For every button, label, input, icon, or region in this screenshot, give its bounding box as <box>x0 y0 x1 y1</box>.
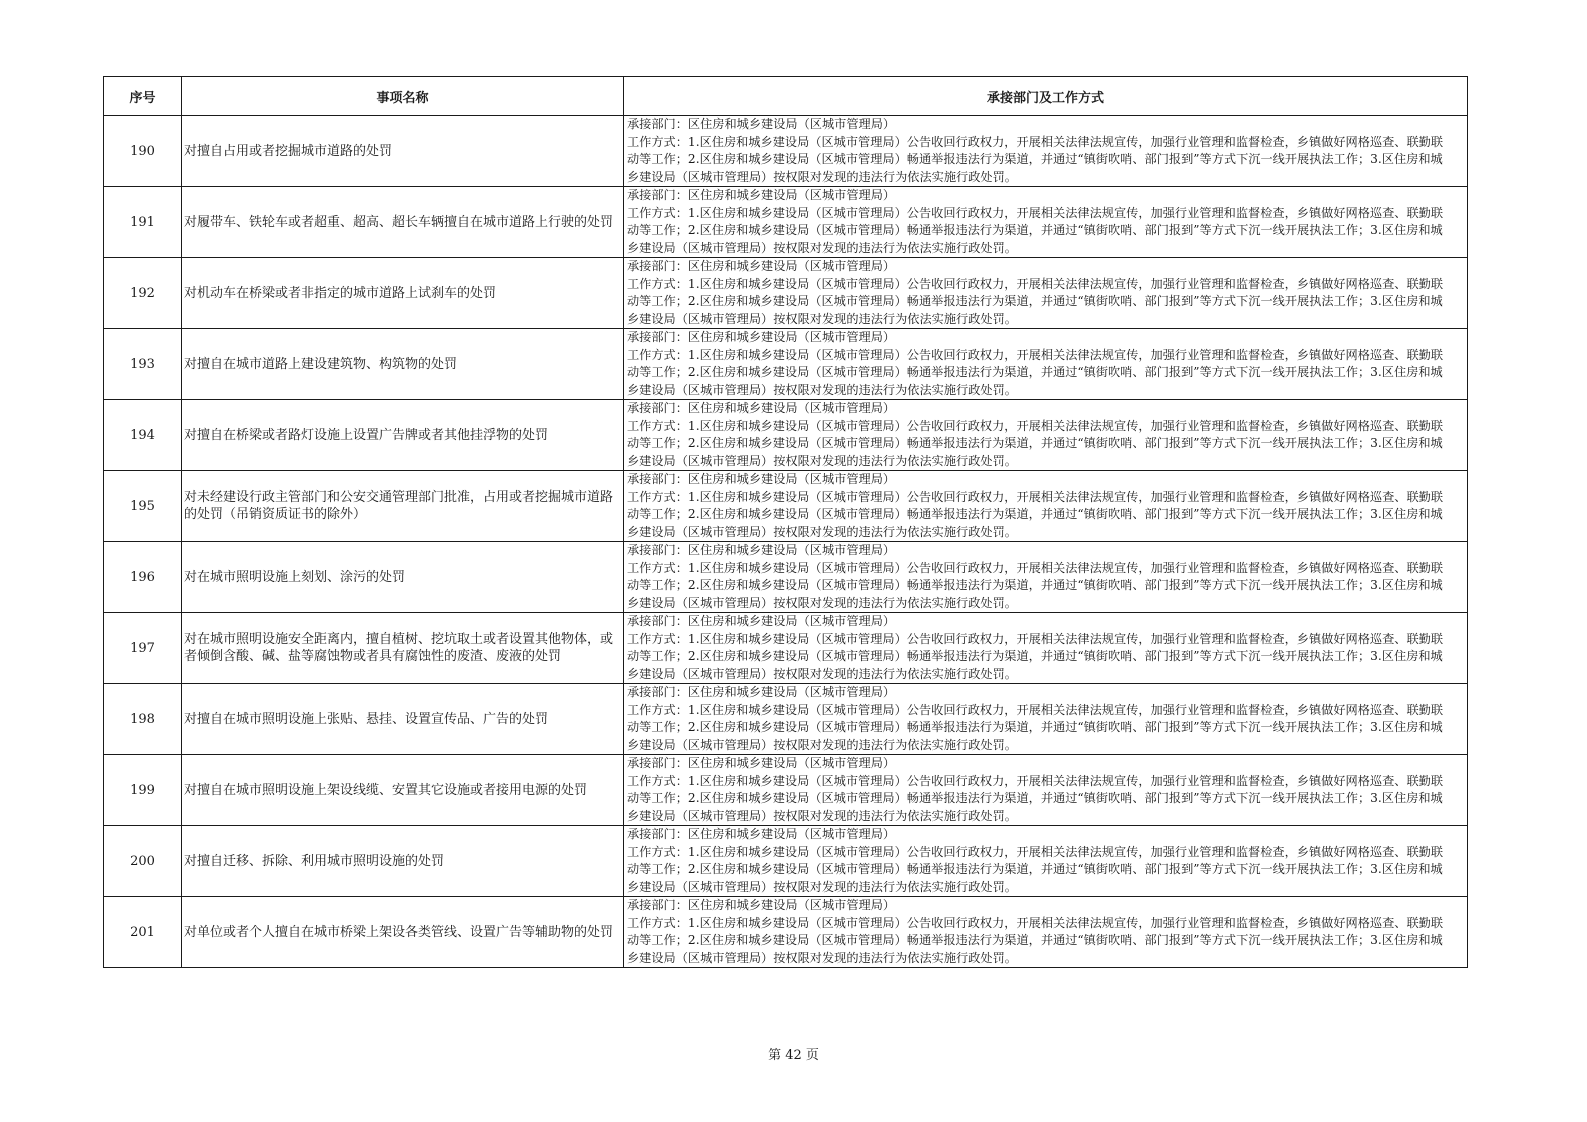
dept-cell <box>624 897 1468 968</box>
dept-text: 承接部门：区住房和城乡建设局（区城市管理局） <box>627 117 896 131</box>
row-number: 193 <box>104 329 182 400</box>
row-number: 196 <box>104 542 182 613</box>
header-num: 序号 <box>104 77 182 116</box>
dept-cell <box>624 542 1468 613</box>
table-row <box>104 329 1468 400</box>
work-text: 工作方式：1.区住房和城乡建设局（区城市管理局）公告收回行政权力，开展相关法律法规宣传，加强行业管理和监督检查，乡镇做好网格巡查、联勤联动等工作；2.区住房和城乡建设局（区城市管理局）畅通举报违法行为渠道，并通过“镇街吹哨、部门报到”等方式下沉一线开展执法工作；3.区住房和城乡建设局（区城市管理局）按权限对发现的违法行为依法实施行政处罚。 <box>627 560 1444 610</box>
dept-cell <box>624 329 1468 400</box>
item-name: 对在城市照明设施安全距离内，擅自植树、挖坑取土或者设置其他物体，或者倾倒含酸、碱、盐等腐蚀物或者具有腐蚀性的废渣、废液的处罚 <box>182 613 624 684</box>
row-number: 191 <box>104 187 182 258</box>
row-number: 199 <box>104 755 182 826</box>
dept-text: 承接部门：区住房和城乡建设局（区城市管理局） <box>627 330 896 344</box>
table-row <box>104 684 1468 755</box>
work-text: 工作方式：1.区住房和城乡建设局（区城市管理局）公告收回行政权力，开展相关法律法规宣传，加强行业管理和监督检查，乡镇做好网格巡查、联勤联动等工作；2.区住房和城乡建设局（区城市管理局）畅通举报违法行为渠道，并通过“镇街吹哨、部门报到”等方式下沉一线开展执法工作；3.区住房和城乡建设局（区城市管理局）按权限对发现的违法行为依法实施行政处罚。 <box>627 418 1444 468</box>
table-body <box>104 116 1468 968</box>
dept-text: 承接部门：区住房和城乡建设局（区城市管理局） <box>627 827 896 841</box>
row-number: 197 <box>104 613 182 684</box>
dept-text: 承接部门：区住房和城乡建设局（区城市管理局） <box>627 685 896 699</box>
table-row <box>104 400 1468 471</box>
work-text: 工作方式：1.区住房和城乡建设局（区城市管理局）公告收回行政权力，开展相关法律法规宣传，加强行业管理和监督检查，乡镇做好网格巡查、联勤联动等工作；2.区住房和城乡建设局（区城市管理局）畅通举报违法行为渠道，并通过“镇街吹哨、部门报到”等方式下沉一线开展执法工作；3.区住房和城乡建设局（区城市管理局）按权限对发现的违法行为依法实施行政处罚。 <box>627 276 1444 326</box>
header-name: 事项名称 <box>182 77 624 116</box>
work-text: 工作方式：1.区住房和城乡建设局（区城市管理局）公告收回行政权力，开展相关法律法规宣传，加强行业管理和监督检查，乡镇做好网格巡查、联勤联动等工作；2.区住房和城乡建设局（区城市管理局）畅通举报违法行为渠道，并通过“镇街吹哨、部门报到”等方式下沉一线开展执法工作；3.区住房和城乡建设局（区城市管理局）按权限对发现的违法行为依法实施行政处罚。 <box>627 134 1444 184</box>
dept-cell <box>624 826 1468 897</box>
item-name: 对擅自在城市照明设施上架设线缆、安置其它设施或者接用电源的处罚 <box>182 755 624 826</box>
row-number: 194 <box>104 400 182 471</box>
page-number: 第 42 页 <box>768 1048 819 1063</box>
work-text: 工作方式：1.区住房和城乡建设局（区城市管理局）公告收回行政权力，开展相关法律法规宣传，加强行业管理和监督检查，乡镇做好网格巡查、联勤联动等工作；2.区住房和城乡建设局（区城市管理局）畅通举报违法行为渠道，并通过“镇街吹哨、部门报到”等方式下沉一线开展执法工作；3.区住房和城乡建设局（区城市管理局）按权限对发现的违法行为依法实施行政处罚。 <box>627 631 1444 681</box>
dept-cell <box>624 755 1468 826</box>
dept-text: 承接部门：区住房和城乡建设局（区城市管理局） <box>627 898 896 912</box>
dept-cell <box>624 258 1468 329</box>
item-name: 对未经建设行政主管部门和公安交通管理部门批准，占用或者挖掘城市道路的处罚（吊销资质证书的除外） <box>182 471 624 542</box>
dept-cell <box>624 187 1468 258</box>
item-name: 对在城市照明设施上刻划、涂污的处罚 <box>182 542 624 613</box>
item-name: 对单位或者个人擅自在城市桥梁上架设各类管线、设置广告等辅助物的处罚 <box>182 897 624 968</box>
dept-cell <box>624 400 1468 471</box>
dept-cell <box>624 471 1468 542</box>
row-number: 192 <box>104 258 182 329</box>
table-row <box>104 116 1468 187</box>
work-text: 工作方式：1.区住房和城乡建设局（区城市管理局）公告收回行政权力，开展相关法律法规宣传，加强行业管理和监督检查，乡镇做好网格巡查、联勤联动等工作；2.区住房和城乡建设局（区城市管理局）畅通举报违法行为渠道，并通过“镇街吹哨、部门报到”等方式下沉一线开展执法工作；3.区住房和城乡建设局（区城市管理局）按权限对发现的违法行为依法实施行政处罚。 <box>627 489 1444 539</box>
table-row <box>104 826 1468 897</box>
dept-text: 承接部门：区住房和城乡建设局（区城市管理局） <box>627 259 896 273</box>
work-text: 工作方式：1.区住房和城乡建设局（区城市管理局）公告收回行政权力，开展相关法律法规宣传，加强行业管理和监督检查，乡镇做好网格巡查、联勤联动等工作；2.区住房和城乡建设局（区城市管理局）畅通举报违法行为渠道，并通过“镇街吹哨、部门报到”等方式下沉一线开展执法工作；3.区住房和城乡建设局（区城市管理局）按权限对发现的违法行为依法实施行政处罚。 <box>627 844 1444 894</box>
item-name: 对机动车在桥梁或者非指定的城市道路上试刹车的处罚 <box>182 258 624 329</box>
dept-text: 承接部门：区住房和城乡建设局（区城市管理局） <box>627 614 896 628</box>
row-number: 198 <box>104 684 182 755</box>
table-row <box>104 613 1468 684</box>
dept-text: 承接部门：区住房和城乡建设局（区城市管理局） <box>627 472 896 486</box>
row-number: 200 <box>104 826 182 897</box>
dept-text: 承接部门：区住房和城乡建设局（区城市管理局） <box>627 543 896 557</box>
item-name: 对擅自迁移、拆除、利用城市照明设施的处罚 <box>182 826 624 897</box>
table-row <box>104 542 1468 613</box>
item-name: 对擅自在城市道路上建设建筑物、构筑物的处罚 <box>182 329 624 400</box>
work-text: 工作方式：1.区住房和城乡建设局（区城市管理局）公告收回行政权力，开展相关法律法规宣传，加强行业管理和监督检查，乡镇做好网格巡查、联勤联动等工作；2.区住房和城乡建设局（区城市管理局）畅通举报违法行为渠道，并通过“镇街吹哨、部门报到”等方式下沉一线开展执法工作；3.区住房和城乡建设局（区城市管理局）按权限对发现的违法行为依法实施行政处罚。 <box>627 702 1444 752</box>
row-number: 190 <box>104 116 182 187</box>
item-name: 对擅自占用或者挖掘城市道路的处罚 <box>182 116 624 187</box>
header-dept: 承接部门及工作方式 <box>624 77 1468 116</box>
item-name: 对履带车、铁轮车或者超重、超高、超长车辆擅自在城市道路上行驶的处罚 <box>182 187 624 258</box>
dept-text: 承接部门：区住房和城乡建设局（区城市管理局） <box>627 756 896 770</box>
dept-cell <box>624 684 1468 755</box>
table-row <box>104 258 1468 329</box>
item-name: 对擅自在城市照明设施上张贴、悬挂、设置宣传品、广告的处罚 <box>182 684 624 755</box>
table-row <box>104 187 1468 258</box>
header-row <box>104 77 1468 116</box>
dept-cell <box>624 613 1468 684</box>
table-row <box>104 755 1468 826</box>
row-number: 195 <box>104 471 182 542</box>
dept-text: 承接部门：区住房和城乡建设局（区城市管理局） <box>627 401 896 415</box>
item-name: 对擅自在桥梁或者路灯设施上设置广告牌或者其他挂浮物的处罚 <box>182 400 624 471</box>
table-row <box>104 471 1468 542</box>
work-text: 工作方式：1.区住房和城乡建设局（区城市管理局）公告收回行政权力，开展相关法律法规宣传，加强行业管理和监督检查，乡镇做好网格巡查、联勤联动等工作；2.区住房和城乡建设局（区城市管理局）畅通举报违法行为渠道，并通过“镇街吹哨、部门报到”等方式下沉一线开展执法工作；3.区住房和城乡建设局（区城市管理局）按权限对发现的违法行为依法实施行政处罚。 <box>627 205 1444 255</box>
work-text: 工作方式：1.区住房和城乡建设局（区城市管理局）公告收回行政权力，开展相关法律法规宣传，加强行业管理和监督检查，乡镇做好网格巡查、联勤联动等工作；2.区住房和城乡建设局（区城市管理局）畅通举报违法行为渠道，并通过“镇街吹哨、部门报到”等方式下沉一线开展执法工作；3.区住房和城乡建设局（区城市管理局）按权限对发现的违法行为依法实施行政处罚。 <box>627 773 1444 823</box>
work-text: 工作方式：1.区住房和城乡建设局（区城市管理局）公告收回行政权力，开展相关法律法规宣传，加强行业管理和监督检查，乡镇做好网格巡查、联勤联动等工作；2.区住房和城乡建设局（区城市管理局）畅通举报违法行为渠道，并通过“镇街吹哨、部门报到”等方式下沉一线开展执法工作；3.区住房和城乡建设局（区城市管理局）按权限对发现的违法行为依法实施行政处罚。 <box>627 347 1444 397</box>
items-table <box>103 76 1468 968</box>
dept-text: 承接部门：区住房和城乡建设局（区城市管理局） <box>627 188 896 202</box>
table-row <box>104 897 1468 968</box>
row-number: 201 <box>104 897 182 968</box>
work-text: 工作方式：1.区住房和城乡建设局（区城市管理局）公告收回行政权力，开展相关法律法规宣传，加强行业管理和监督检查，乡镇做好网格巡查、联勤联动等工作；2.区住房和城乡建设局（区城市管理局）畅通举报违法行为渠道，并通过“镇街吹哨、部门报到”等方式下沉一线开展执法工作；3.区住房和城乡建设局（区城市管理局）按权限对发现的违法行为依法实施行政处罚。 <box>627 915 1444 965</box>
dept-cell <box>624 116 1468 187</box>
